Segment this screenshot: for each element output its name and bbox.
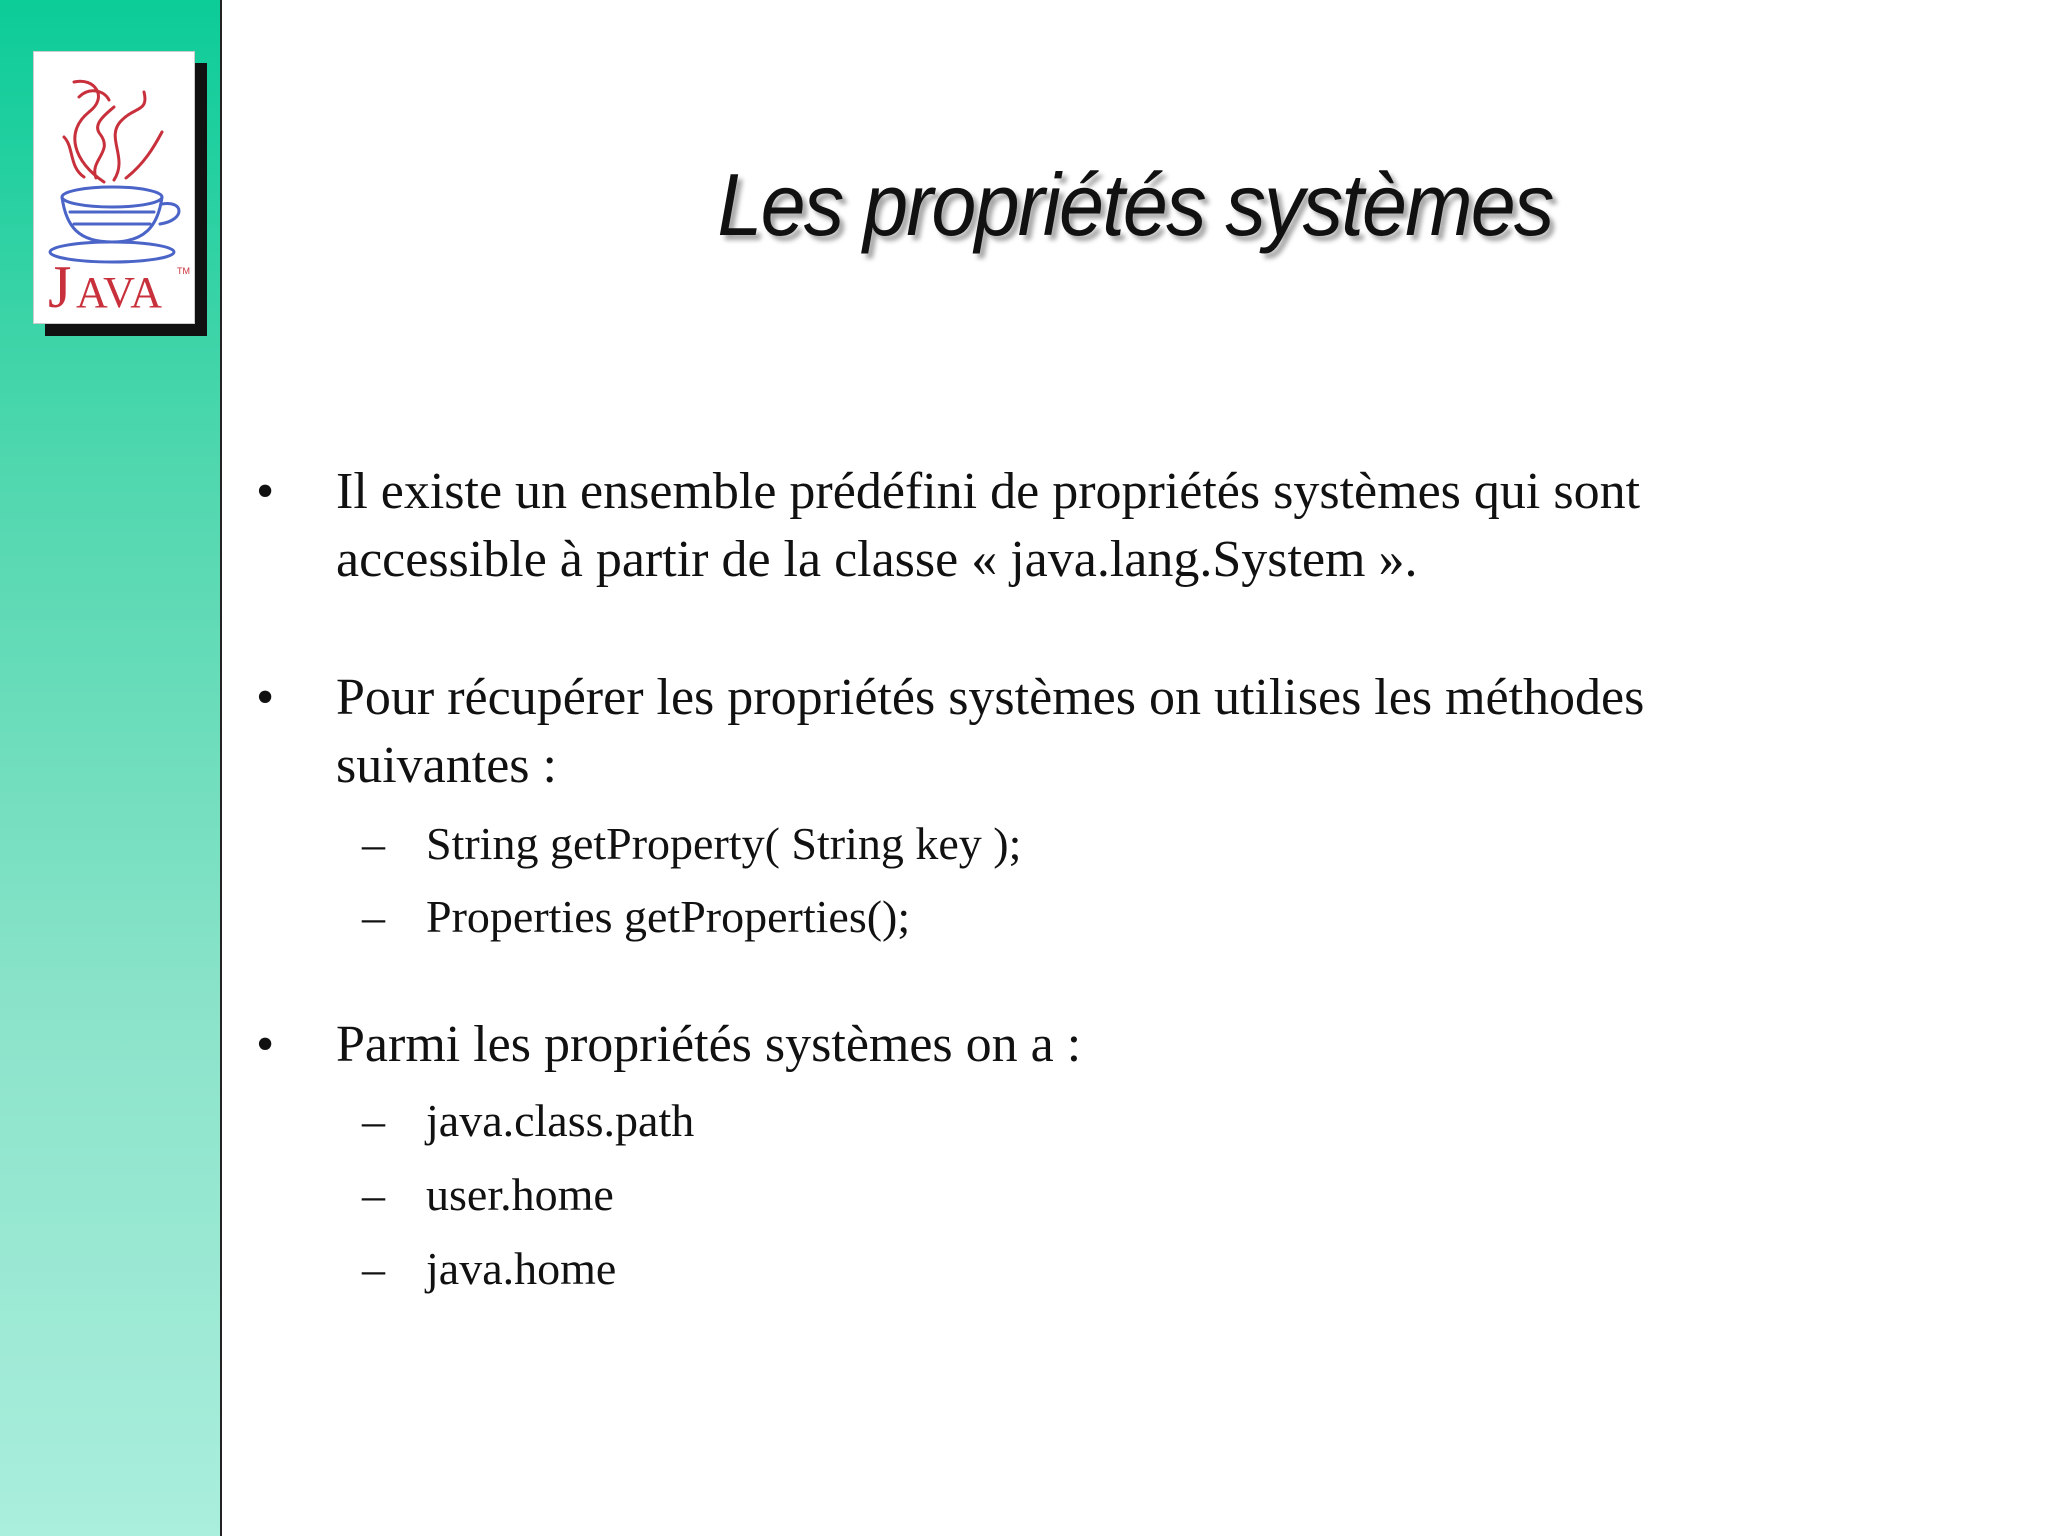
svg-text:AVA: AVA (76, 268, 163, 317)
sub-bullet-text: Properties getProperties(); (426, 891, 911, 942)
sub-bullet-text: user.home (426, 1169, 614, 1220)
bullet-marker: • (256, 669, 275, 726)
java-logo (33, 51, 195, 324)
sub-bullet-text: java.class.path (426, 1095, 695, 1146)
svg-text:J: J (48, 254, 72, 320)
bullet-point-text: Il existe un ensemble prédéfini de propriétés systèmes qui sont accessible à partir de la classe « java.lang.System ». (336, 463, 1641, 588)
sub-bullet-marker: – (362, 1095, 385, 1146)
sidebar-band (0, 0, 222, 1536)
java-coffee-cup-icon (34, 52, 194, 323)
sub-bullet-text: java.home (426, 1243, 617, 1294)
bullet-marker: • (256, 1016, 275, 1073)
bullet-point-text: Pour récupérer les propriétés systèmes on utilises les méthodes suivantes : (336, 669, 1645, 794)
sub-bullet-marker: – (362, 1169, 385, 1220)
sub-bullet-text: String getProperty( String key ); (426, 818, 1022, 869)
sub-bullet-marker: – (362, 818, 385, 869)
svg-text:TM: TM (177, 266, 190, 276)
slide-title: Les propriétés systèmes (717, 155, 1553, 254)
sub-bullet-marker: – (362, 891, 385, 942)
sub-bullet-marker: – (362, 1243, 385, 1294)
bullet-marker: • (256, 463, 275, 520)
bullet-point-text: Parmi les propriétés systèmes on a : (336, 1016, 1082, 1073)
